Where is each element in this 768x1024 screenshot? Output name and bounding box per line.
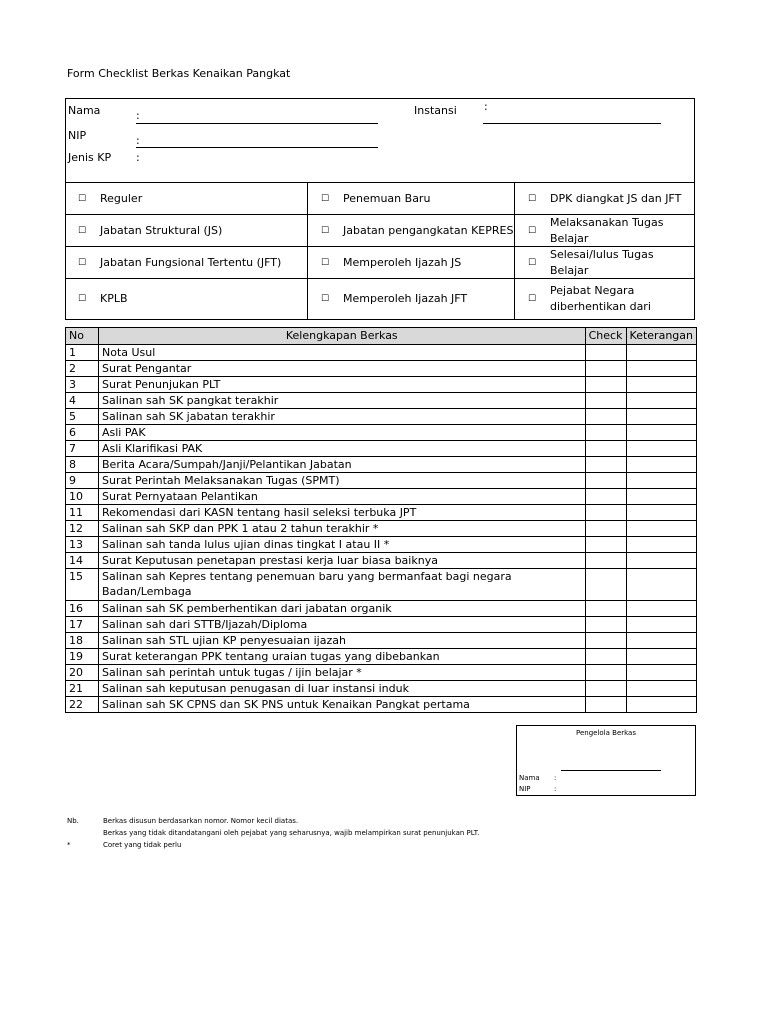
row-keterangan-cell[interactable] — [626, 377, 696, 393]
row-item: Salinan sah tanda lulus ujian dinas tingkat I atau II * — [99, 537, 586, 553]
row-no: 15 — [66, 569, 99, 601]
row-no: 8 — [66, 457, 99, 473]
row-no: 18 — [66, 633, 99, 649]
table-row — [66, 505, 697, 521]
row-item: Salinan sah SK CPNS dan SK PNS untuk Kenaikan Pangkat pertama — [99, 697, 586, 713]
nip-label: NIP — [68, 129, 87, 142]
row-check-cell[interactable] — [585, 697, 626, 713]
table-row — [66, 569, 697, 601]
row-item: Salinan sah perintah untuk tugas / ijin belajar * — [99, 665, 586, 681]
checkbox-icon[interactable]: ☐ — [527, 294, 537, 304]
jenis-kp-label: Jenis KP — [68, 151, 112, 164]
row-keterangan-cell[interactable] — [626, 457, 696, 473]
header-no: No — [66, 328, 99, 345]
pengelola-nip-colon: : — [554, 785, 557, 793]
notes-line-3: Coret yang tidak perlu — [103, 841, 182, 849]
table-row — [66, 441, 697, 457]
row-keterangan-cell[interactable] — [626, 569, 696, 601]
row-no: 10 — [66, 489, 99, 505]
pengelola-nama-colon: : — [554, 774, 557, 782]
row-keterangan-cell[interactable] — [626, 345, 696, 361]
row-check-cell[interactable] — [585, 537, 626, 553]
checkbox-icon[interactable]: ☐ — [320, 193, 330, 204]
table-row — [66, 601, 697, 617]
row-item: Nota Usul — [99, 345, 586, 361]
row-check-cell[interactable] — [585, 409, 626, 425]
row-item: Rekomendasi dari KASN tentang hasil seleksi terbuka JPT — [99, 505, 586, 521]
instansi-label: Instansi — [414, 104, 457, 117]
row-item: Salinan sah dari STTB/Ijazah/Diploma — [99, 617, 586, 633]
notes-nb-label: Nb. — [67, 817, 79, 825]
table-row — [66, 665, 697, 681]
row-no: 12 — [66, 521, 99, 537]
table-row — [66, 425, 697, 441]
pengelola-berkas-box — [516, 725, 696, 796]
table-row — [66, 393, 697, 409]
type-option-jft[interactable]: ☐ Jabatan Fungsional Tertentu (JFT) — [65, 247, 308, 279]
pengelola-nama-label: Nama — [519, 774, 540, 782]
row-item: Asli Klarifikasi PAK — [99, 441, 586, 457]
row-item: Salinan sah SK pemberhentikan dari jabatan organik — [99, 601, 586, 617]
row-check-cell[interactable] — [585, 521, 626, 537]
table-row — [66, 537, 697, 553]
row-check-cell[interactable] — [585, 441, 626, 457]
row-item: Salinan sah STL ujian KP penyesuaian ijazah — [99, 633, 586, 649]
row-keterangan-cell[interactable] — [626, 409, 696, 425]
instansi-field[interactable] — [483, 123, 661, 124]
row-keterangan-cell[interactable] — [626, 361, 696, 377]
row-keterangan-cell[interactable] — [626, 617, 696, 633]
row-item: Berita Acara/Sumpah/Janji/Pelantikan Jabatan — [99, 457, 586, 473]
row-keterangan-cell[interactable] — [626, 441, 696, 457]
nama-field[interactable] — [136, 123, 378, 124]
checkbox-icon[interactable]: ☐ — [77, 257, 87, 268]
table-row — [66, 489, 697, 505]
row-keterangan-cell[interactable] — [626, 393, 696, 409]
row-check-cell[interactable] — [585, 425, 626, 441]
checkbox-icon[interactable]: ☐ — [320, 257, 330, 268]
checkbox-icon[interactable]: ☐ — [77, 294, 87, 304]
table-row — [66, 649, 697, 665]
type-option-reguler[interactable]: ☐ Reguler — [65, 183, 308, 215]
row-no: 11 — [66, 505, 99, 521]
row-item: Surat Penunjukan PLT — [99, 377, 586, 393]
row-no: 21 — [66, 681, 99, 697]
row-no: 20 — [66, 665, 99, 681]
table-row — [66, 377, 697, 393]
type-option-penemuan-baru[interactable]: ☐ Penemuan Baru — [308, 183, 515, 215]
row-check-cell[interactable] — [585, 505, 626, 521]
row-item: Surat Keputusan penetapan prestasi kerja luar biasa baiknya — [99, 553, 586, 569]
checkbox-icon[interactable]: ☐ — [320, 294, 330, 304]
row-no: 5 — [66, 409, 99, 425]
table-row — [66, 361, 697, 377]
row-check-cell[interactable] — [585, 681, 626, 697]
notes-line-1: Berkas disusun berdasarkan nomor. Nomor kecil diatas. — [103, 817, 299, 825]
pengelola-nip-label: NIP — [519, 785, 531, 793]
row-check-cell[interactable] — [585, 473, 626, 489]
table-header-row — [66, 328, 697, 345]
row-check-cell[interactable] — [585, 377, 626, 393]
type-option-ijazah-jft[interactable]: ☐ Memperoleh Ijazah JFT — [308, 279, 515, 319]
row-item: Salinan sah SKP dan PPK 1 atau 2 tahun terakhir * — [99, 521, 586, 537]
row-check-cell[interactable] — [585, 553, 626, 569]
row-check-cell[interactable] — [585, 361, 626, 377]
pengelola-title: Pengelola Berkas — [575, 729, 636, 737]
row-no: 1 — [66, 345, 99, 361]
form-title: Form Checklist Berkas Kenaikan Pangkat — [67, 67, 291, 80]
row-no: 4 — [66, 393, 99, 409]
row-keterangan-cell[interactable] — [626, 505, 696, 521]
type-option-selesai-tugas-belajar[interactable]: ☐ Selesai/lulus Tugas Belajar — [515, 247, 695, 279]
row-check-cell[interactable] — [585, 457, 626, 473]
row-item: Surat Pengantar — [99, 361, 586, 377]
row-keterangan-cell[interactable] — [626, 665, 696, 681]
type-option-tugas-belajar[interactable]: ☐ Melaksanakan Tugas Belajar — [515, 215, 695, 247]
type-option-dpk[interactable]: ☐ DPK diangkat JS dan JFT — [515, 183, 695, 215]
row-keterangan-cell[interactable] — [626, 553, 696, 569]
row-check-cell[interactable] — [585, 601, 626, 617]
row-no: 6 — [66, 425, 99, 441]
jenis-kp-colon: : — [136, 151, 140, 164]
row-keterangan-cell[interactable] — [626, 697, 696, 713]
row-item: Salinan sah keputusan penugasan di luar instansi induk — [99, 681, 586, 697]
table-row — [66, 681, 697, 697]
nama-colon: : — [136, 109, 140, 122]
header-check: Check — [585, 328, 626, 345]
row-item: Asli PAK — [99, 425, 586, 441]
instansi-colon: : — [484, 100, 488, 113]
row-keterangan-cell[interactable] — [626, 681, 696, 697]
checkbox-icon[interactable]: ☐ — [527, 257, 537, 268]
row-check-cell[interactable] — [585, 649, 626, 665]
row-keterangan-cell[interactable] — [626, 425, 696, 441]
row-check-cell[interactable] — [585, 489, 626, 505]
type-option-pejabat-negara[interactable]: ☐ Pejabat Negara diberhentikan dari — [515, 279, 695, 319]
row-no: 3 — [66, 377, 99, 393]
checkbox-icon[interactable]: ☐ — [77, 225, 87, 236]
row-check-cell[interactable] — [585, 617, 626, 633]
nip-field[interactable] — [136, 147, 378, 148]
notes-star-label: * — [67, 841, 71, 849]
row-item: Salinan sah SK jabatan terakhir — [99, 409, 586, 425]
table-row — [66, 633, 697, 649]
row-item: Surat Pernyataan Pelantikan — [99, 489, 586, 505]
row-no: 22 — [66, 697, 99, 713]
row-no: 19 — [66, 649, 99, 665]
checkbox-icon[interactable]: ☐ — [527, 193, 537, 204]
table-row — [66, 345, 697, 361]
type-option-js[interactable]: ☐ Jabatan Struktural (JS) — [65, 215, 308, 247]
row-keterangan-cell[interactable] — [626, 489, 696, 505]
row-check-cell[interactable] — [585, 393, 626, 409]
notes-line-2: Berkas yang tidak ditandatangani oleh pejabat yang seharusnya, wajib melampirkan surat penunjukan PLT. — [103, 829, 480, 837]
row-keterangan-cell[interactable] — [626, 473, 696, 489]
row-keterangan-cell[interactable] — [626, 601, 696, 617]
kp-type-grid — [65, 182, 695, 319]
row-check-cell[interactable] — [585, 633, 626, 649]
nip-colon: : — [136, 134, 140, 147]
row-no: 14 — [66, 553, 99, 569]
type-option-kplb[interactable]: ☐ KPLB — [65, 279, 308, 319]
checklist-body — [66, 345, 697, 713]
checklist-table — [65, 327, 697, 713]
header-kelengkapan: Kelengkapan Berkas — [99, 328, 586, 345]
nama-label: Nama — [68, 104, 101, 117]
type-option-ijazah-js[interactable]: ☐ Memperoleh Ijazah JS — [308, 247, 515, 279]
row-item: Salinan sah SK pangkat terakhir — [99, 393, 586, 409]
checkbox-icon[interactable]: ☐ — [527, 225, 537, 236]
row-item: Salinan sah Kepres tentang penemuan baru yang bermanfaat bagi negara Badan/Lembaga — [99, 569, 586, 601]
row-no: 9 — [66, 473, 99, 489]
row-keterangan-cell[interactable] — [626, 521, 696, 537]
row-no: 17 — [66, 617, 99, 633]
table-row — [66, 617, 697, 633]
table-row — [66, 521, 697, 537]
type-option-kepres[interactable]: ☐ Jabatan pengangkatan KEPRES — [308, 215, 515, 247]
row-keterangan-cell[interactable] — [626, 537, 696, 553]
row-item: Surat keterangan PPK tentang uraian tugas yang dibebankan — [99, 649, 586, 665]
row-check-cell[interactable] — [585, 345, 626, 361]
table-row — [66, 697, 697, 713]
row-no: 2 — [66, 361, 99, 377]
table-row — [66, 409, 697, 425]
checkbox-icon[interactable]: ☐ — [77, 193, 87, 204]
row-check-cell[interactable] — [585, 665, 626, 681]
signature-line[interactable] — [561, 770, 661, 771]
checkbox-icon[interactable]: ☐ — [320, 225, 330, 236]
header-keterangan: Keterangan — [626, 328, 696, 345]
table-row — [66, 553, 697, 569]
row-no: 13 — [66, 537, 99, 553]
row-no: 16 — [66, 601, 99, 617]
row-item: Surat Perintah Melaksanakan Tugas (SPMT) — [99, 473, 586, 489]
row-keterangan-cell[interactable] — [626, 633, 696, 649]
row-check-cell[interactable] — [585, 569, 626, 601]
row-no: 7 — [66, 441, 99, 457]
row-keterangan-cell[interactable] — [626, 649, 696, 665]
table-row — [66, 457, 697, 473]
table-row — [66, 473, 697, 489]
